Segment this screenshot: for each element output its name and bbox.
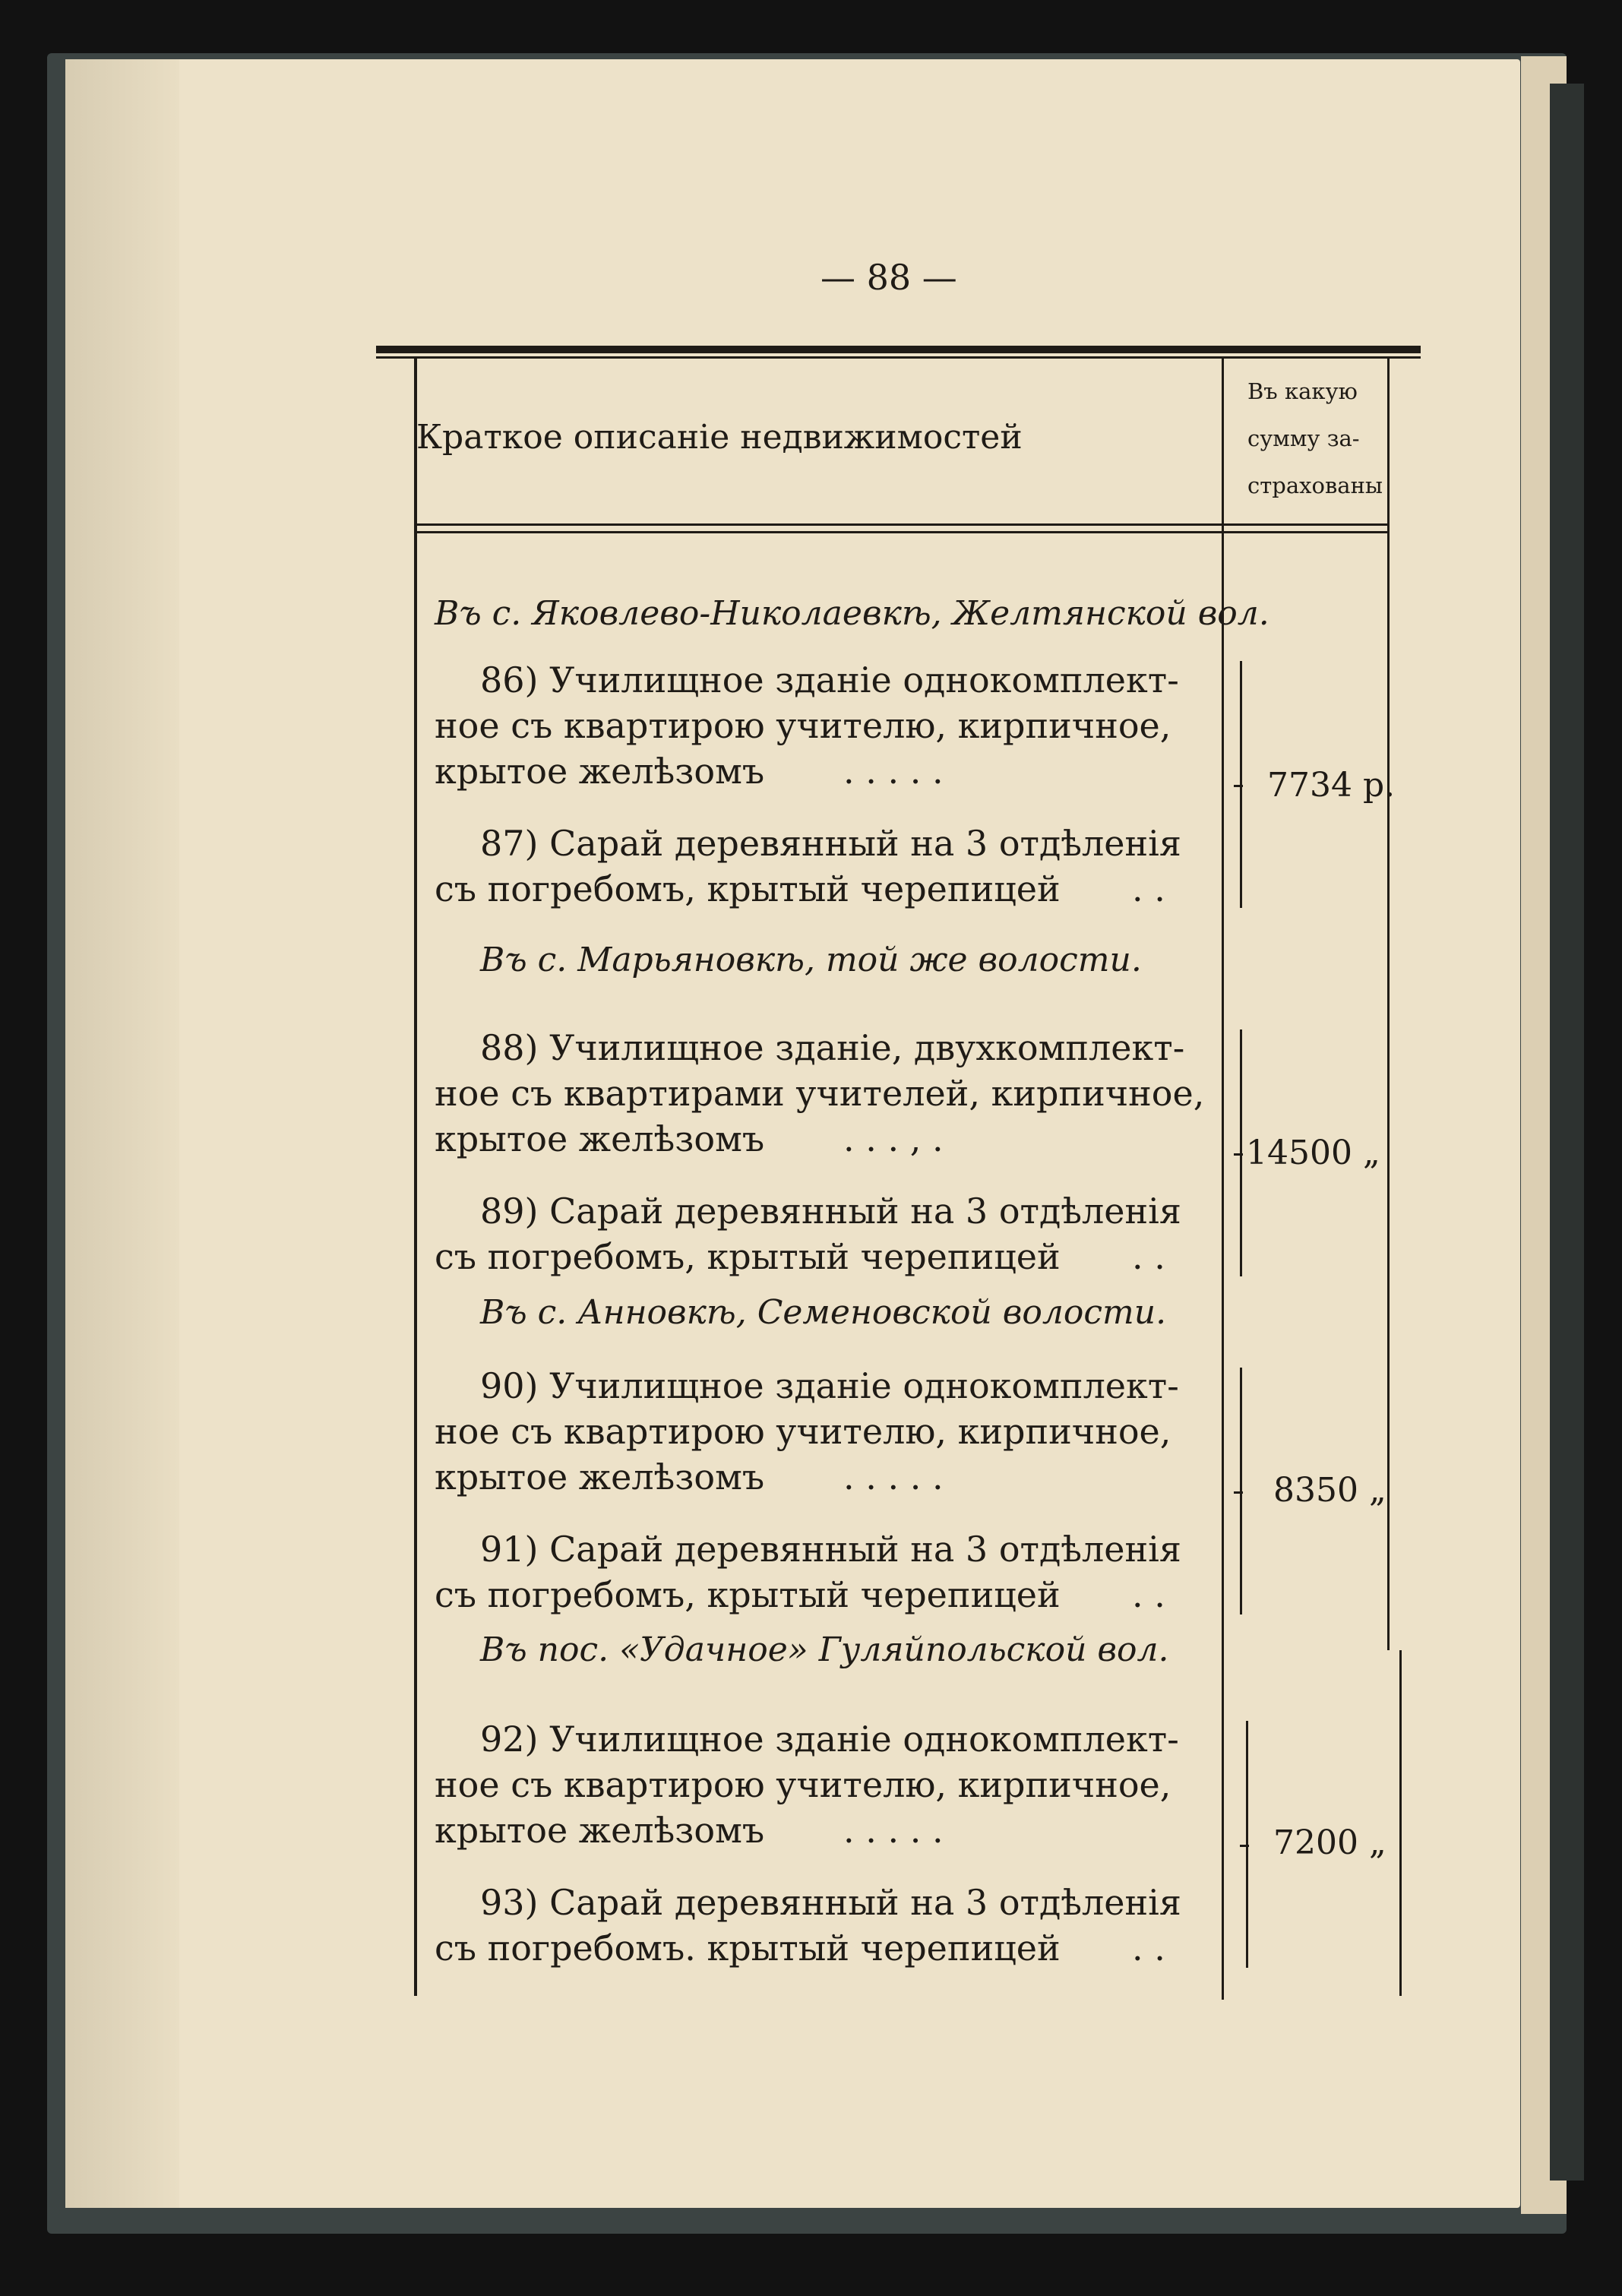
column-header-sum-3: страхованы [1247,473,1383,498]
item-line: съ погребомъ, крытый черепицей [435,1236,1061,1277]
brace-point [1234,785,1243,787]
item-line: съ погребомъ, крытый черепицей [435,1574,1061,1615]
brace-point [1234,1153,1243,1156]
amount: 7734 р. [1267,766,1396,805]
item-line: ное съ квартирою учителю, кирпичное, [435,1764,1171,1805]
header-bottom-rule-2 [414,531,1387,533]
leader-dots: . . [1132,1928,1165,1969]
leader-dots: . . . . . [843,751,944,792]
column-header-description: Краткое описаніе недвижимостей [416,418,1023,457]
item-line: 88) Училищное зданіе, двухкомплект- [480,1027,1185,1068]
table-right-rule [1387,359,1390,1650]
brace-point [1240,1845,1249,1847]
table-left-rule [414,359,417,1996]
section-heading: Въ пос. «Удачное» Гуляйпольской вол. [480,1630,1169,1669]
leader-dots: . . . . . [843,1810,944,1851]
item-line: ное съ квартирою учителю, кирпичное, [435,1411,1171,1452]
page-gutter [65,59,179,2208]
leader-dots: . . [1132,868,1165,909]
leader-dots: . . . , . [843,1118,944,1159]
column-header-sum-1: Въ какую [1247,378,1358,404]
amount: 8350 „ [1273,1471,1386,1510]
item-line: ное съ квартирами учителей, кирпичное, [435,1073,1205,1114]
section-heading: Въ с. Яковлево-Николаевкѣ, Желтянской вол. [435,594,1269,633]
amount: 14500 „ [1246,1134,1380,1172]
section-heading: Въ с. Марьяновкѣ, той же волости. [480,941,1142,979]
page-number: — 88 — [820,257,957,298]
item-line: 91) Сарай деревянный на 3 отдѣленія [480,1529,1181,1570]
header-bottom-rule [414,523,1387,526]
column-header-sum-2: сумму за- [1247,425,1360,451]
item-line: 87) Сарай деревянный на 3 отдѣленія [480,823,1181,864]
item-line: крытое желѣзомъ [435,1456,765,1497]
table-top-rule [376,346,1421,353]
item-line: 92) Училищное зданіе однокомплект- [480,1719,1179,1760]
leader-dots: . . . . . [843,1456,944,1497]
item-line: 86) Училищное зданіе однокомплект- [480,659,1179,701]
table-right-rule-lower [1399,1650,1402,1996]
item-line: крытое желѣзомъ [435,751,765,792]
section-heading: Въ с. Анновкѣ, Семеновской волости. [480,1293,1167,1332]
item-line: 93) Сарай деревянный на 3 отдѣленія [480,1882,1181,1923]
amount: 7200 „ [1273,1823,1386,1862]
item-line: крытое желѣзомъ [435,1810,765,1851]
book-cover-edge [1550,84,1584,2181]
leader-dots: . . [1132,1574,1165,1615]
leader-dots: . . [1132,1236,1165,1277]
table-top-rule-thin [376,356,1421,359]
item-line: 90) Училищное зданіе однокомплект- [480,1365,1179,1406]
item-line: съ погребомъ. крытый черепицей [435,1928,1061,1969]
brace-point [1234,1491,1243,1494]
item-line: съ погребомъ, крытый черепицей [435,868,1061,909]
item-line: ное съ квартирою учителю, кирпичное, [435,705,1171,746]
item-line: 89) Сарай деревянный на 3 отдѣленія [480,1191,1181,1232]
item-line: крытое желѣзомъ [435,1118,765,1159]
